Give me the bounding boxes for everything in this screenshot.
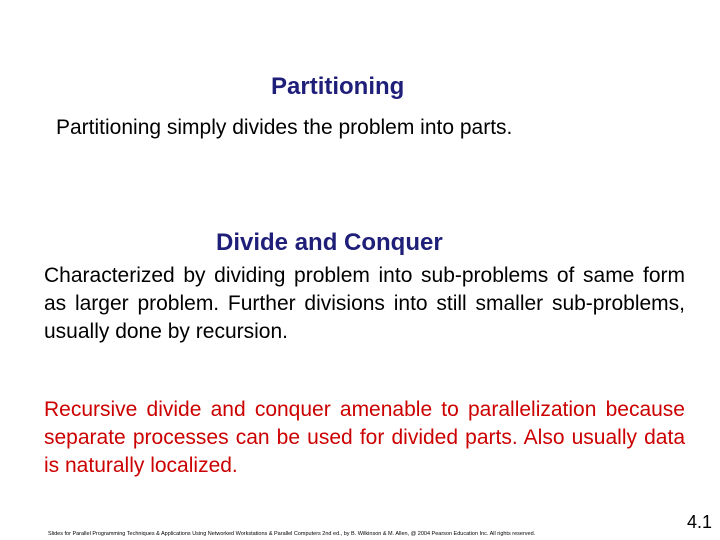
section-heading-divide-and-conquer: Divide and Conquer — [216, 229, 443, 256]
slide-footer: Slides for Parallel Programming Techniques & Applications Using Networked Workstations & Parallel Computers 2nd ed., by B. Wilkinson & M. Allen, @ 2004 Pearson Education Inc. All rights reserved. — [48, 531, 536, 537]
partitioning-description: Partitioning simply divides the problem into parts. — [56, 116, 513, 139]
recursive-note-highlighted: Recursive divide and conquer amenable to parallelization because separate processes can be used for divided parts. Also usually data is naturally localized. — [44, 398, 685, 477]
section-heading-partitioning: Partitioning — [271, 73, 405, 100]
divide-and-conquer-description: Characterized by dividing problem into sub-problems of same form as larger problem. Further divisions into still smaller sub-problems, usually done by recursion. — [44, 264, 685, 343]
page-number: 4.1 — [686, 512, 712, 532]
